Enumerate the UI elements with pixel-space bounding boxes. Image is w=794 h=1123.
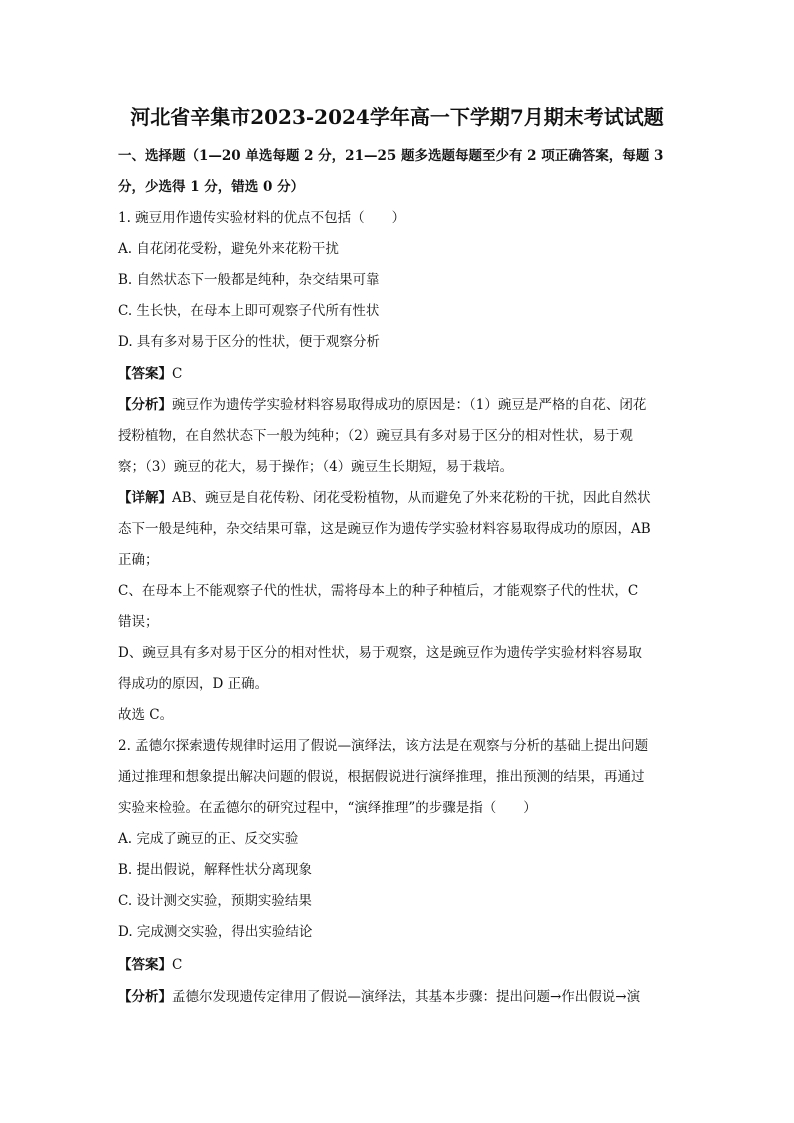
q2-stem-line1: 2. 孟德尔探索遗传规律时运用了假说—演绎法，该方法是在观察与分析的基础上提出问题: [118, 738, 649, 754]
q2-analysis-line1: [118, 987, 678, 1007]
q1-detail-line2: 态下一般是纯种，杂交结果可靠，这是豌豆作为遗传学实验材料容易取得成功的原因，AB: [118, 521, 651, 537]
q1-option-d: D. 具有多对易于区分的性状，便于观察分析: [118, 334, 380, 350]
q1-option-c: C. 生长快，在母本上即可观察子代所有性状: [118, 303, 380, 319]
q2-stem-line3: 实验来检验。在孟德尔的研究过程中，“演绎推理”的步骤是指（ ）: [118, 800, 537, 816]
q2-option-a: A. 完成了豌豆的正、反交实验: [118, 831, 299, 847]
q2-answer: [118, 955, 678, 975]
q2-analysis-tag: 【分析】: [118, 989, 172, 1005]
q2-analysis-text1: 孟德尔发现遗传定律用了假说—演绎法，其基本步骤：提出问题→作出假说→演: [172, 989, 641, 1005]
q1-detail-line1: [118, 488, 678, 508]
q1-detail-line4: C、在母本上不能观察子代的性状，需将母本上的种子种植后，才能观察子代的性状，C: [118, 583, 639, 599]
section-heading-line2: 分，少选得 1 分，错选 0 分）: [118, 179, 305, 195]
q2-option-b: B. 提出假说，解释性状分离现象: [118, 862, 313, 878]
q1-option-a: A. 自花闭花受粉，避免外来花粉干扰: [118, 241, 339, 257]
q1-analysis-line3: 察；（3）豌豆的花大，易于操作；（4）豌豆生长期短，易于栽培。: [118, 459, 514, 475]
q1-stem: 1. 豌豆用作遗传实验材料的优点不包括（ ）: [118, 210, 406, 226]
q1-detail-tag: 【详解】: [118, 490, 172, 506]
q1-analysis-line1: [118, 395, 678, 415]
q1-detail-line6: D、豌豆具有多对易于区分的相对性状，易于观察，这是豌豆作为遗传学实验材料容易取: [118, 645, 642, 661]
q2-option-d: D. 完成测交实验，得出实验结论: [118, 924, 313, 940]
q1-answer-value: C: [172, 366, 183, 382]
q1-answer-tag: 【答案】: [118, 366, 172, 382]
q1-analysis-text1: 豌豆作为遗传学实验材料容易取得成功的原因是：（1）豌豆是严格的自花、闭花: [172, 397, 647, 413]
q1-analysis-tag: 【分析】: [118, 397, 172, 413]
q1-detail-line5: 错误；: [118, 614, 159, 630]
q1-analysis-line2: 授粉植物，在自然状态下一般为纯种；（2）豌豆具有多对易于区分的相对性状，易于观: [118, 428, 633, 444]
page-title: 河北省辛集市2023-2024学年高一下学期7月期末考试试题: [130, 105, 664, 129]
q2-answer-tag: 【答案】: [118, 957, 172, 973]
section-heading-line1: 一、选择题（1—20 单选每题 2 分，21—25 题多选题每题至少有 2 项正确答案，每题 3: [118, 148, 664, 164]
q2-answer-value: C: [172, 957, 183, 973]
q1-option-b: B. 自然状态下一般都是纯种，杂交结果可靠: [118, 272, 380, 288]
q1-detail-text1: AB、豌豆是自花传粉、闭花受粉植物，从而避免了外来花粉的干扰，因此自然状: [172, 490, 651, 506]
q1-answer: [118, 364, 678, 384]
q1-detail-line3: 正确；: [118, 552, 159, 568]
q1-detail-line7: 得成功的原因，D 正确。: [118, 676, 269, 692]
q2-option-c: C. 设计测交实验，预期实验结果: [118, 893, 312, 909]
q2-stem-line2: 通过推理和想象提出解决问题的假说，根据假说进行演绎推理，推出预测的结果，再通过: [118, 769, 645, 785]
q1-conclusion: 故选 C。: [118, 707, 174, 723]
